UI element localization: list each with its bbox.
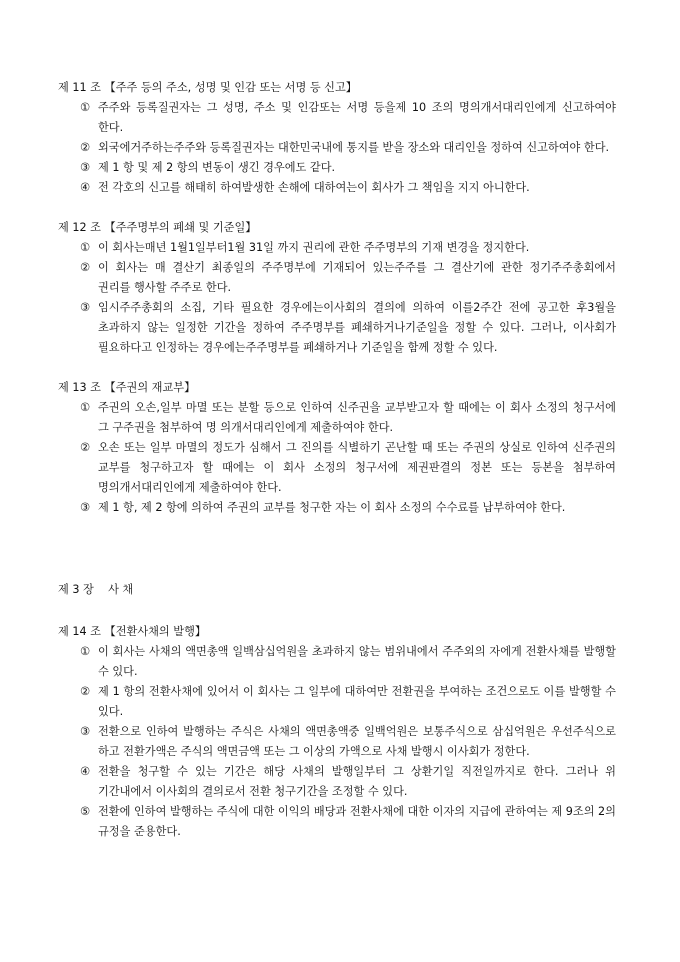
clause-item — [80, 722, 616, 762]
clause-text: 외국에거주하는주주와 등록질권자는 대한민국내에 통지를 받을 장소와 대리인을 정하여 신고하여야 한다. — [98, 141, 610, 154]
clause-text: 임시주주총회의 소집, 기타 필요한 경우에는이사회의 결의에 의하여 이를2주간 전에 공고한 후3월을 초과하지 않는 일정한 기간을 정하여 주주명부를 폐쇄하거나기준일을 정할 수 있다. 그러나, 이사회가 필요하다고 인정하는 경우에는주주명부를 폐쇄하거나 기준일을 함께 정할 수 있다. — [98, 301, 616, 354]
article-12 — [58, 218, 648, 358]
clause-text: 이 회사는 매 결산기 최종일의 주주명부에 기재되어 있는주주를 그 결산기에 관한 정기주주총회에서 권리를 행사할 주주로 한다. — [98, 261, 616, 294]
clause-number: ① — [80, 645, 91, 658]
clause-text: 주권의 오손,일부 마멸 또는 분할 등으로 인하여 신주권을 교부받고자 할 때에는 이 회사 소정의 청구서에 그 구주권을 첨부하여 명 의개서대리인에게 제출하여야 한다. — [98, 401, 616, 434]
clause-number: ③ — [80, 501, 91, 514]
clause-item — [80, 258, 616, 298]
clause-number: ② — [80, 441, 91, 454]
clause-item — [80, 498, 616, 518]
clause-number: ① — [80, 101, 91, 114]
clause-item — [80, 802, 616, 842]
clause-text: 제 1 항, 제 2 항에 의하여 주권의 교부를 청구한 자는 이 회사 소정의 수수료를 납부하여야 한다. — [98, 501, 566, 514]
clause-text: 이 회사는매년 1월1일부터1월 31일 까지 권리에 관한 주주명부의 기재 변경을 정지한다. — [98, 241, 530, 254]
clause-number: ① — [80, 241, 91, 254]
clause-number: ② — [80, 141, 91, 154]
clause-item — [80, 642, 616, 682]
clause-text: 이 회사는 사채의 액면총액 일백삼십억원을 초과하지 않는 범위내에서 주주외의 자에게 전환사채를 발행할 수 있다. — [98, 645, 616, 678]
clause-item — [80, 238, 616, 258]
clause-number: ③ — [80, 725, 91, 738]
clause-item — [80, 98, 616, 138]
clause-number: ③ — [80, 161, 91, 174]
clause-item — [80, 762, 616, 802]
article-13 — [58, 378, 648, 518]
clause-number: ② — [80, 261, 91, 274]
clause-text: 전환을 청구할 수 있는 기간은 해당 사채의 발행일부터 그 상환기일 직전일까지로 한다. 그러나 위 기간내에서 이사회의 결의로서 전환 청구기간을 조정할 수 있다. — [98, 765, 616, 798]
clause-item — [80, 682, 616, 722]
clause-text: 오손 또는 일부 마멸의 정도가 심해서 그 진의를 식별하기 곤난할 때 또는 주권의 상실로 인하여 신주권의 교부를 청구하고자 할 때에는 이 회사 소정의 청구서에 제권판결의 정본 또는 등본을 첨부하여 명의개서대리인에게 제출하여야 한다. — [98, 441, 616, 494]
article-heading: 제 13 조 【주권의 재교부】 — [58, 381, 196, 394]
article-heading: 제 11 조 【주주 등의 주소, 성명 및 인감 또는 서명 등 신고】 — [58, 81, 357, 94]
article-14 — [58, 622, 648, 842]
clause-number: ⑤ — [80, 805, 91, 818]
clause-item — [80, 178, 616, 198]
clause-text: 주주와 등록질권자는 그 성명, 주소 및 인감또는 서명 등을제 10 조의 명의개서대리인에게 신고하여야 한다. — [98, 101, 616, 134]
clause-item — [80, 438, 616, 498]
clause-text: 제 1 항 및 제 2 항의 변동이 생긴 경우에도 같다. — [98, 161, 336, 174]
clause-text: 전환에 인하여 발행하는 주식에 대한 이익의 배당과 전환사채에 대한 이자의 지급에 관하여는 제 9조의 2의 규정을 준용한다. — [98, 805, 616, 838]
clause-item — [80, 158, 616, 178]
clause-item — [80, 298, 616, 358]
clause-number: ④ — [80, 765, 91, 778]
clause-number: ① — [80, 401, 91, 414]
clause-text: 전환으로 인하여 발행하는 주식은 사채의 액면총액중 일백억원은 보통주식으로 삼십억원은 우선주식으로 하고 전환가액은 주식의 액면금액 또는 그 이상의 가액으로 사채 발행시 이사회가 정한다. — [98, 725, 616, 758]
article-heading: 제 14 조 【전환사채의 발행】 — [58, 625, 207, 638]
clause-text: 전 각호의 신고를 해태히 하여발생한 손해에 대하여는이 회사가 그 책임을 지지 아니한다. — [98, 181, 530, 194]
clause-number: ③ — [80, 301, 91, 314]
clause-number: ④ — [80, 181, 91, 194]
clause-item — [80, 398, 616, 438]
clause-number: ② — [80, 685, 91, 698]
article-11 — [58, 78, 648, 198]
chapter-heading: 제 3 장 사 채 — [58, 583, 134, 596]
article-heading: 제 12 조 【주주명부의 폐쇄 및 기준일】 — [58, 221, 257, 234]
clause-text: 제 1 항의 전환사채에 있어서 이 회사는 그 일부에 대하여만 전환권을 부여하는 조건으로도 이를 발행할 수 있다. — [98, 685, 616, 718]
clause-item — [80, 138, 616, 158]
